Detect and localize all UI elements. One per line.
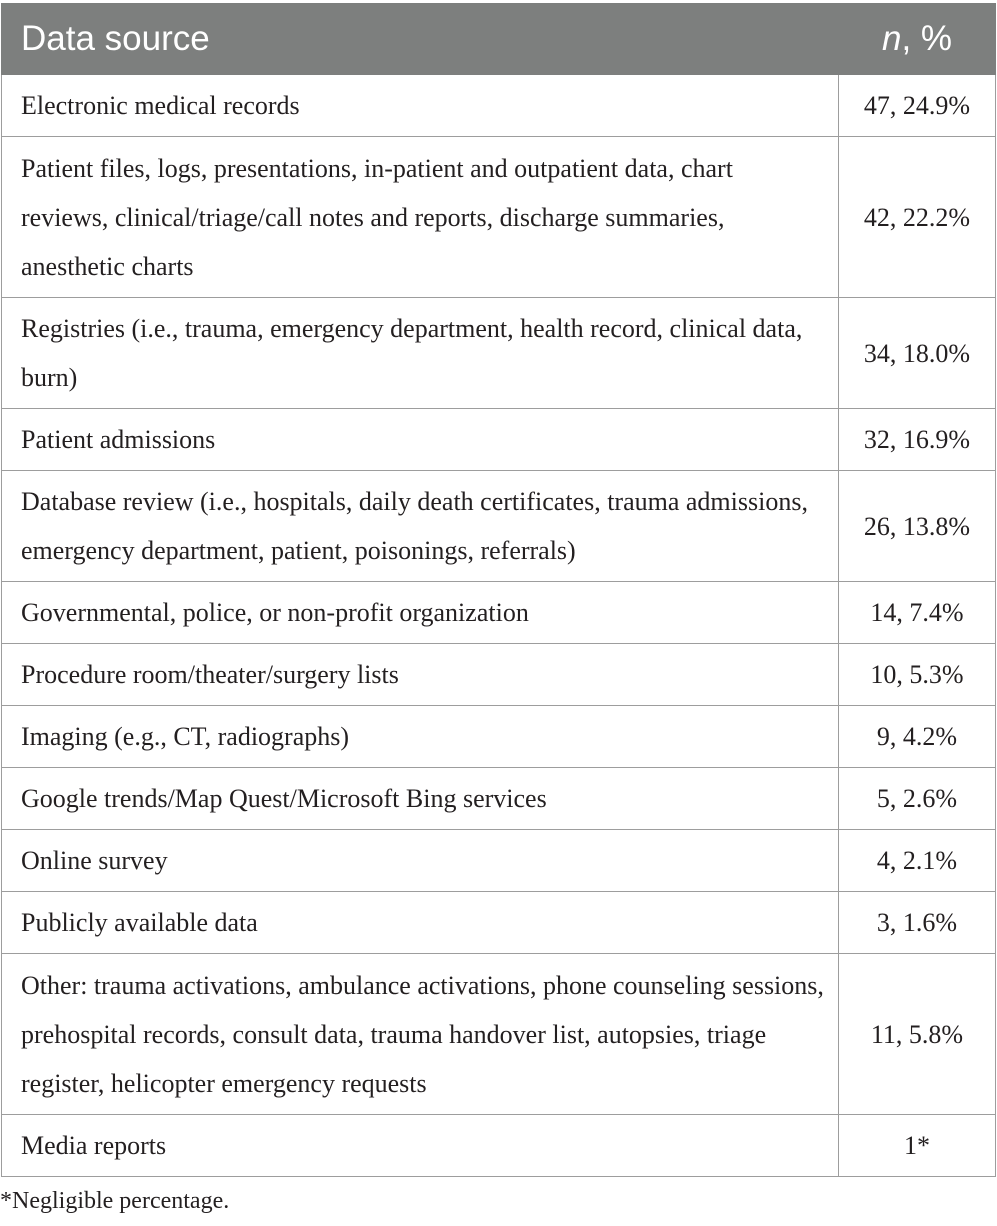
row-source: Procedure room/theater/surgery lists: [2, 644, 839, 706]
row-value: 32, 16.9%: [839, 409, 996, 471]
table-row: [2, 75, 996, 137]
table-row: [2, 471, 996, 582]
row-value: 3, 1.6%: [839, 892, 996, 954]
table-row: [2, 582, 996, 644]
header-n-percent: [839, 4, 996, 75]
row-source: Patient admissions: [2, 409, 839, 471]
table-row: [2, 892, 996, 954]
row-source: Google trends/Map Quest/Microsoft Bing services: [2, 768, 839, 830]
table-row: [2, 706, 996, 768]
row-value: 10, 5.3%: [839, 644, 996, 706]
row-source: Online survey: [2, 830, 839, 892]
row-source: Media reports: [2, 1115, 839, 1177]
table-footnote: *Negligible percentage.: [0, 1188, 230, 1214]
table-row: [2, 954, 996, 1115]
row-value: 4, 2.1%: [839, 830, 996, 892]
row-value: 42, 22.2%: [839, 137, 996, 298]
table-row: [2, 137, 996, 298]
data-source-table-container: [1, 3, 995, 1177]
row-source: Imaging (e.g., CT, radiographs): [2, 706, 839, 768]
row-source: Other: trauma activations, ambulance activations, phone counseling sessions, prehospital records, consult data, trauma handover list, autopsies, triage register, helicopter emergency requests: [2, 954, 839, 1115]
row-source: Electronic medical records: [2, 75, 839, 137]
header-data-source: Data source: [2, 4, 839, 75]
table-header: [2, 4, 996, 75]
row-value: 1*: [839, 1115, 996, 1177]
row-source: Database review (i.e., hospitals, daily death certificates, trauma admissions, emergency department, patient, poisonings, referrals): [2, 471, 839, 582]
row-value: 11, 5.8%: [839, 954, 996, 1115]
row-source: Registries (i.e., trauma, emergency department, health record, clinical data, burn): [2, 298, 839, 409]
row-source: Governmental, police, or non-profit organization: [2, 582, 839, 644]
table-row: [2, 409, 996, 471]
row-value: 5, 2.6%: [839, 768, 996, 830]
header-percent: , %: [901, 19, 953, 58]
table-body: [2, 75, 996, 1177]
table-row: [2, 768, 996, 830]
row-value: 26, 13.8%: [839, 471, 996, 582]
header-n-italic: n: [881, 19, 902, 58]
table-row: [2, 1115, 996, 1177]
row-source: Publicly available data: [2, 892, 839, 954]
header-row: [2, 4, 996, 75]
row-source: Patient files, logs, presentations, in-patient and outpatient data, chart reviews, clinical/triage/call notes and reports, discharge summaries, anesthetic charts: [2, 137, 839, 298]
table-row: [2, 830, 996, 892]
data-source-table: [1, 3, 996, 1177]
row-value: 14, 7.4%: [839, 582, 996, 644]
table-row: [2, 298, 996, 409]
table-row: [2, 644, 996, 706]
row-value: 47, 24.9%: [839, 75, 996, 137]
row-value: 9, 4.2%: [839, 706, 996, 768]
row-value: 34, 18.0%: [839, 298, 996, 409]
